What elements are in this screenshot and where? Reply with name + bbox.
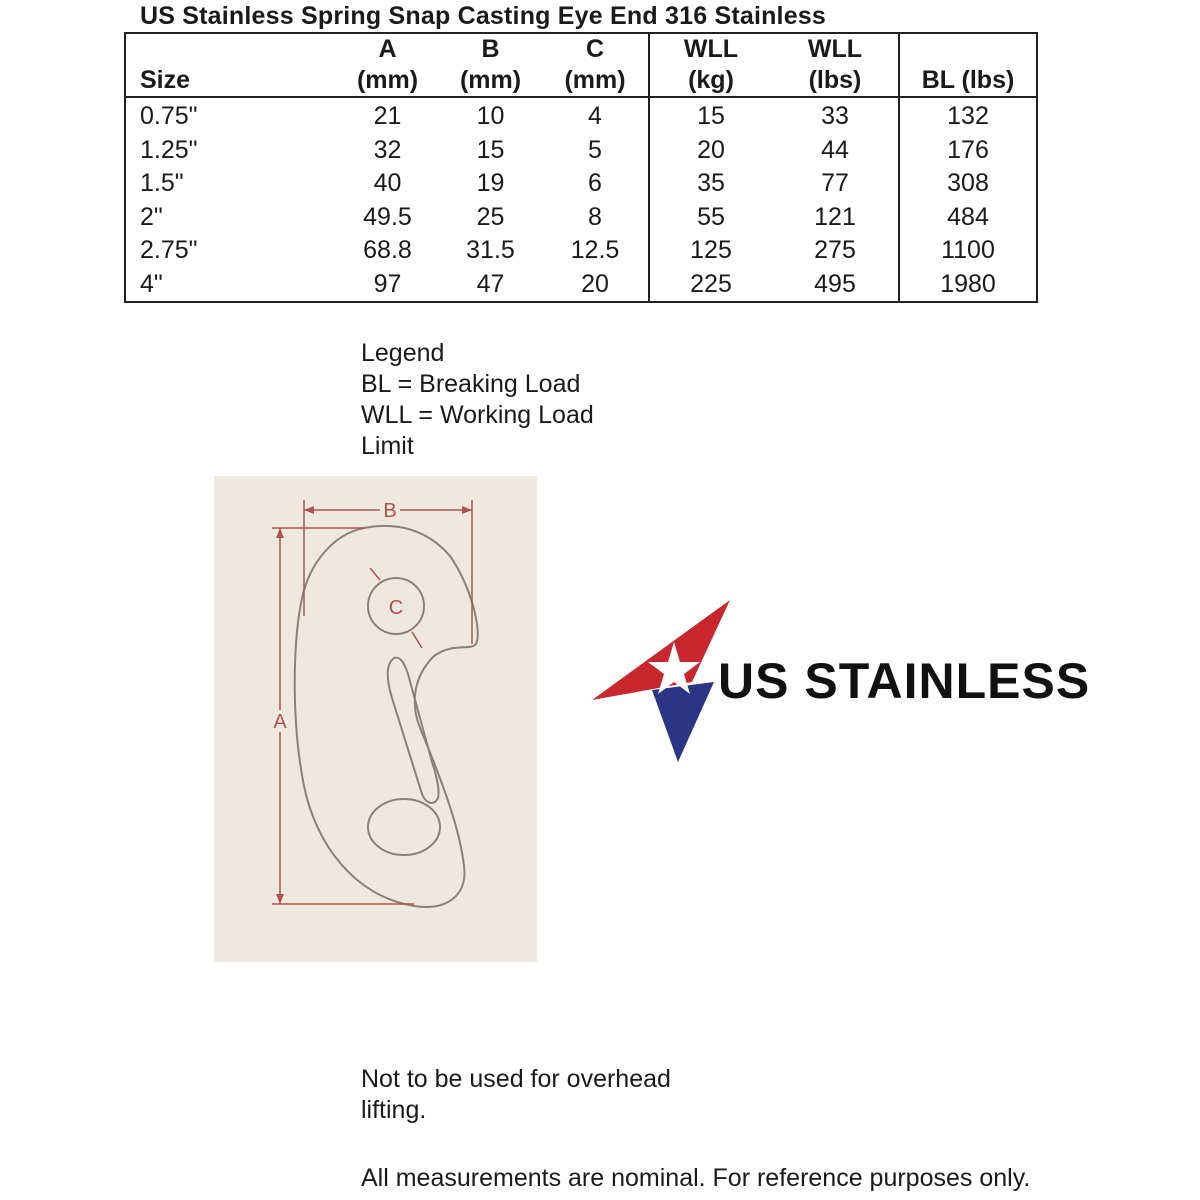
snap-hook-drawing — [214, 476, 537, 962]
cell-c: 20 — [581, 269, 609, 298]
cell-wll-lbs: 33 — [821, 102, 849, 130]
cell-c: 6 — [588, 169, 602, 197]
cell-b: 15 — [476, 135, 505, 164]
dimension-labels — [270, 500, 403, 733]
cell-a: 97 — [373, 269, 402, 298]
cell-size: 1.5" — [140, 169, 184, 197]
cell-bl-lbs: 484 — [899, 201, 1037, 235]
arrow-a-bottom — [276, 894, 284, 904]
label-b: B — [383, 500, 397, 522]
star-emblem — [592, 598, 732, 764]
dimension-line-c-bottom — [412, 632, 422, 648]
cell-a: 40 — [373, 169, 402, 197]
document-title: US Stainless Spring Snap Casting Eye End 316 Stainless — [140, 2, 827, 30]
cell-size: 2" — [140, 202, 163, 231]
cell-wll-kg: 225 — [649, 268, 772, 303]
us-stainless-logo — [592, 598, 1092, 764]
dimension-line-c-top — [370, 568, 380, 580]
legend-wll: WLL = Working Load Limit — [361, 401, 594, 460]
nominal-measurements-note: All measurements are nominal. For reference purposes only. — [361, 1164, 1031, 1192]
legend-heading: Legend — [361, 339, 445, 367]
logo-blue-wedge — [652, 682, 714, 762]
cell-a: 21 — [373, 102, 402, 130]
cell-wll-kg: 35 — [649, 167, 772, 201]
cell-wll-lbs: 77 — [821, 169, 849, 197]
cell-wll-lbs: 44 — [821, 135, 849, 164]
cell-b: 10 — [476, 102, 505, 130]
cell-bl-lbs: 308 — [899, 167, 1037, 201]
arrow-b-left — [304, 506, 314, 514]
legend — [361, 338, 621, 462]
header-a: A (mm) — [336, 33, 439, 97]
cell-bl-lbs: 132 — [899, 97, 1037, 134]
table-row — [125, 167, 1037, 201]
cell-wll-lbs: 495 — [814, 269, 856, 298]
logo-text: US STAINLESS — [718, 653, 1091, 709]
cell-b: 31.5 — [466, 236, 515, 264]
cell-wll-lbs: 121 — [814, 202, 856, 231]
cell-a: 49.5 — [363, 202, 412, 231]
cell-bl-lbs: 1100 — [899, 234, 1037, 268]
cell-c: 8 — [588, 202, 602, 231]
cell-bl-lbs: 1980 — [899, 268, 1037, 303]
cell-wll-lbs: 275 — [814, 236, 856, 264]
cell-b: 19 — [476, 169, 505, 197]
table-header — [125, 33, 1037, 97]
header-size: Size — [125, 33, 336, 97]
header-bl-lbs: BL (lbs) — [899, 33, 1037, 97]
header-c: C (mm) — [542, 33, 649, 97]
table-row — [125, 97, 1037, 134]
cell-size: 2.75" — [140, 236, 198, 264]
specification-table — [124, 32, 1038, 303]
legend-bl: BL = Breaking Load — [361, 370, 581, 398]
dimension-arrows — [276, 506, 472, 904]
header-wll-lbs: WLL (lbs) — [772, 33, 899, 97]
cell-b: 47 — [476, 269, 505, 298]
table-row — [125, 134, 1037, 168]
arrow-b-right — [462, 506, 472, 514]
dimension-lines — [272, 500, 472, 904]
cell-size: 1.25" — [140, 135, 198, 164]
cell-c: 4 — [588, 102, 602, 130]
header-b: B (mm) — [439, 33, 542, 97]
table-body — [125, 97, 1037, 302]
table-row — [125, 201, 1037, 235]
snap-hook-diagram — [214, 476, 537, 962]
cell-size: 4" — [140, 269, 163, 298]
eye-hole-outline — [368, 799, 440, 855]
overhead-lifting-note: Not to be used for overhead lifting. — [361, 1065, 671, 1124]
cell-wll-kg: 20 — [649, 134, 772, 168]
cell-wll-kg: 125 — [649, 234, 772, 268]
cell-c: 5 — [588, 135, 602, 164]
cell-wll-kg: 15 — [649, 97, 772, 134]
cell-b: 25 — [476, 202, 505, 231]
hook-outline — [295, 526, 478, 907]
table-row — [125, 268, 1037, 303]
cell-c: 12.5 — [570, 236, 620, 264]
cell-size: 0.75" — [140, 102, 198, 130]
cell-wll-kg: 55 — [649, 201, 772, 235]
cell-a: 68.8 — [363, 236, 412, 264]
label-c: C — [388, 597, 404, 619]
cell-a: 32 — [373, 135, 402, 164]
label-a: A — [273, 711, 287, 733]
cell-bl-lbs: 176 — [899, 134, 1037, 168]
arrow-a-top — [276, 528, 284, 538]
hook-body-outline — [295, 526, 478, 907]
table-row — [125, 234, 1037, 268]
spring-gate-outline — [388, 658, 439, 803]
header-wll-kg: WLL (kg) — [649, 33, 772, 97]
